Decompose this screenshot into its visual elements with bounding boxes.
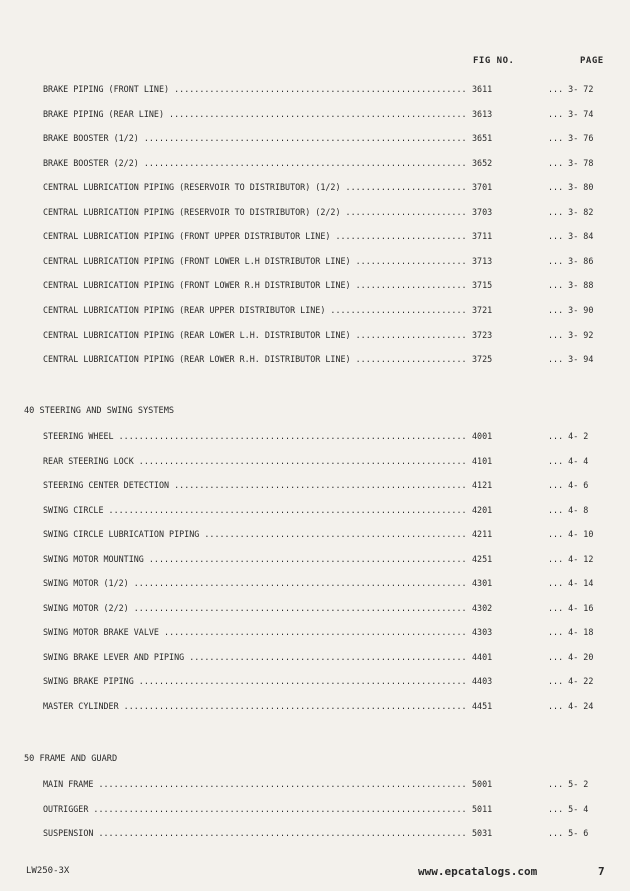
- entry-title: MAIN FRAME .....: [43, 779, 468, 789]
- index-entry: [0, 828, 630, 842]
- index-entry: [0, 529, 630, 543]
- page-header: PAGE: [580, 56, 604, 66]
- entry-page-ref: ... 3- 90: [548, 304, 594, 315]
- entry-fig-no: 4121: [472, 480, 493, 490]
- entry-title: CENTRAL LUBRICATION PIPING (FRONT LOWER R.H DISTRIBUTOR LINE) .....: [43, 280, 468, 290]
- entry-fig-no: 3715: [472, 280, 493, 291]
- entry-page-ref: ... 3- 82: [548, 206, 594, 217]
- index-entry: [0, 330, 630, 344]
- index-entry: [0, 305, 630, 319]
- entry-fig-no: 3613: [472, 108, 493, 119]
- entry-fig-no: 3701: [472, 182, 493, 193]
- entry-title: CENTRAL LUBRICATION PIPING (RESERVOIR TO DISTRIBUTOR) (1/2) .....: [43, 182, 468, 192]
- entry-page-ref: ... 3- 92: [548, 329, 594, 340]
- entry-page-ref: ... 4- 6: [548, 480, 589, 490]
- entry-title: SWING MOTOR (1/2) .....: [43, 578, 468, 588]
- entry-title: SWING BRAKE LEVER AND PIPING .....: [43, 652, 468, 662]
- entry-title: BRAKE BOOSTER (1/2) .....: [43, 133, 468, 143]
- entry-page-ref: ... 3- 84: [548, 231, 594, 242]
- entry-fig-no: 4201: [472, 504, 493, 515]
- entry-page-ref: ... 5- 6: [548, 828, 589, 838]
- entry-title: CENTRAL LUBRICATION PIPING (FRONT UPPER DISTRIBUTOR LINE) .....: [43, 231, 468, 241]
- entry-title: OUTRIGGER .....: [43, 804, 468, 814]
- entry-fig-no: 4303: [472, 627, 493, 637]
- entry-fig-no: 3711: [472, 231, 493, 242]
- entry-title: SWING CIRCLE .....: [43, 505, 468, 515]
- section-heading-40: 40 STEERING AND SWING SYSTEMS: [24, 406, 175, 416]
- index-entry: [0, 431, 630, 445]
- index-entry: [0, 133, 630, 147]
- entry-title: SWING MOTOR (2/2) .....: [43, 603, 468, 613]
- entry-page-ref: ... 4- 4: [548, 455, 589, 466]
- fig-no-header: FIG NO.: [473, 56, 515, 66]
- entry-page-ref: ... 4- 16: [548, 602, 594, 613]
- entry-title: SUSPENSION .....: [43, 828, 468, 838]
- entry-page-ref: ... 3- 80: [548, 182, 594, 193]
- entry-fig-no: 3723: [472, 329, 493, 340]
- entry-page-ref: ... 4- 22: [548, 676, 594, 686]
- index-entry: [0, 779, 630, 793]
- entry-title: CENTRAL LUBRICATION PIPING (REAR LOWER R.H. DISTRIBUTOR LINE) .....: [43, 354, 468, 364]
- entry-title: BRAKE PIPING (FRONT LINE) .....: [43, 84, 468, 94]
- index-entry: [0, 182, 630, 196]
- index-entry: [0, 554, 630, 568]
- entry-title: BRAKE BOOSTER (2/2) .....: [43, 158, 468, 168]
- entry-title: CENTRAL LUBRICATION PIPING (RESERVOIR TO DISTRIBUTOR) (2/2) .....: [43, 207, 468, 217]
- index-entry: [0, 578, 630, 592]
- index-entry: [0, 456, 630, 470]
- entry-fig-no: 5031: [472, 828, 493, 838]
- website-link[interactable]: www.epcatalogs.com: [418, 865, 538, 878]
- model-code: LW250-3X: [26, 866, 70, 876]
- index-entry: [0, 158, 630, 172]
- index-entry: [0, 652, 630, 666]
- index-entry: [0, 354, 630, 368]
- entry-fig-no: 3721: [472, 304, 493, 315]
- index-entry: [0, 603, 630, 617]
- entry-page-ref: ... 4- 20: [548, 651, 594, 662]
- entry-title: SWING BRAKE PIPING .....: [43, 676, 468, 686]
- entry-fig-no: 4451: [472, 700, 493, 711]
- entry-fig-no: 4101: [472, 455, 493, 466]
- entry-fig-no: 3713: [472, 255, 493, 266]
- index-entry: [0, 676, 630, 690]
- entry-title: CENTRAL LUBRICATION PIPING (REAR UPPER DISTRIBUTOR LINE) .....: [43, 305, 468, 315]
- index-entry: [0, 627, 630, 641]
- entry-page-ref: ... 4- 12: [548, 553, 594, 564]
- entry-page-ref: ... 3- 86: [548, 255, 594, 266]
- entry-fig-no: 5001: [472, 779, 493, 789]
- index-entry: [0, 701, 630, 715]
- entry-fig-no: 3611: [472, 84, 493, 94]
- entry-page-ref: ... 3- 72: [548, 84, 594, 94]
- entry-page-ref: ... 4- 24: [548, 700, 594, 711]
- footer-site: [418, 865, 605, 878]
- index-entry: [0, 84, 630, 98]
- index-entry: [0, 231, 630, 245]
- entry-page-ref: ... 5- 2: [548, 779, 589, 789]
- entry-page-ref: ... 3- 74: [548, 108, 594, 119]
- entry-title: STEERING WHEEL .....: [43, 431, 468, 441]
- entry-fig-no: 3725: [472, 354, 493, 365]
- entry-title: SWING MOTOR MOUNTING .....: [43, 554, 468, 564]
- entry-page-ref: ... 4- 14: [548, 578, 594, 588]
- entry-page-ref: ... 3- 76: [548, 133, 594, 144]
- entry-fig-no: 4301: [472, 578, 493, 588]
- page-number: 7: [598, 865, 605, 878]
- entry-fig-no: 4211: [472, 529, 493, 539]
- entry-fig-no: 5011: [472, 803, 493, 814]
- entry-fig-no: 4302: [472, 602, 493, 613]
- index-entry: [0, 109, 630, 123]
- entry-title: BRAKE PIPING (REAR LINE) .....: [43, 109, 468, 119]
- entry-title: CENTRAL LUBRICATION PIPING (REAR LOWER L.H. DISTRIBUTOR LINE) .....: [43, 330, 468, 340]
- entry-page-ref: ... 4- 8: [548, 504, 589, 515]
- entry-fig-no: 3652: [472, 157, 493, 168]
- entry-title: MASTER CYLINDER .....: [43, 701, 468, 711]
- entry-fig-no: 4001: [472, 431, 493, 441]
- section-heading-50: 50 FRAME AND GUARD: [24, 754, 118, 764]
- entry-fig-no: 3651: [472, 133, 493, 144]
- index-entry: [0, 207, 630, 221]
- entry-page-ref: ... 4- 10: [548, 529, 594, 539]
- entry-title: CENTRAL LUBRICATION PIPING (FRONT LOWER L.H DISTRIBUTOR LINE) .....: [43, 256, 468, 266]
- index-entry: [0, 256, 630, 270]
- entry-fig-no: 4401: [472, 651, 493, 662]
- entry-title: STEERING CENTER DETECTION .....: [43, 480, 468, 490]
- entry-page-ref: ... 5- 4: [548, 803, 589, 814]
- entry-page-ref: ... 3- 78: [548, 157, 594, 168]
- entry-title: REAR STEERING LOCK .....: [43, 456, 468, 466]
- index-entry: [0, 505, 630, 519]
- entry-page-ref: ... 3- 88: [548, 280, 594, 291]
- entry-page-ref: ... 4- 2: [548, 431, 589, 441]
- entry-fig-no: 3703: [472, 206, 493, 217]
- entry-fig-no: 4403: [472, 676, 493, 686]
- entry-title: SWING MOTOR BRAKE VALVE .....: [43, 627, 468, 637]
- entry-title: SWING CIRCLE LUBRICATION PIPING .....: [43, 529, 468, 539]
- entry-fig-no: 4251: [472, 553, 493, 564]
- entry-page-ref: ... 3- 94: [548, 354, 594, 365]
- index-entry: [0, 804, 630, 818]
- index-entry: [0, 480, 630, 494]
- index-entry: [0, 280, 630, 294]
- entry-page-ref: ... 4- 18: [548, 627, 594, 637]
